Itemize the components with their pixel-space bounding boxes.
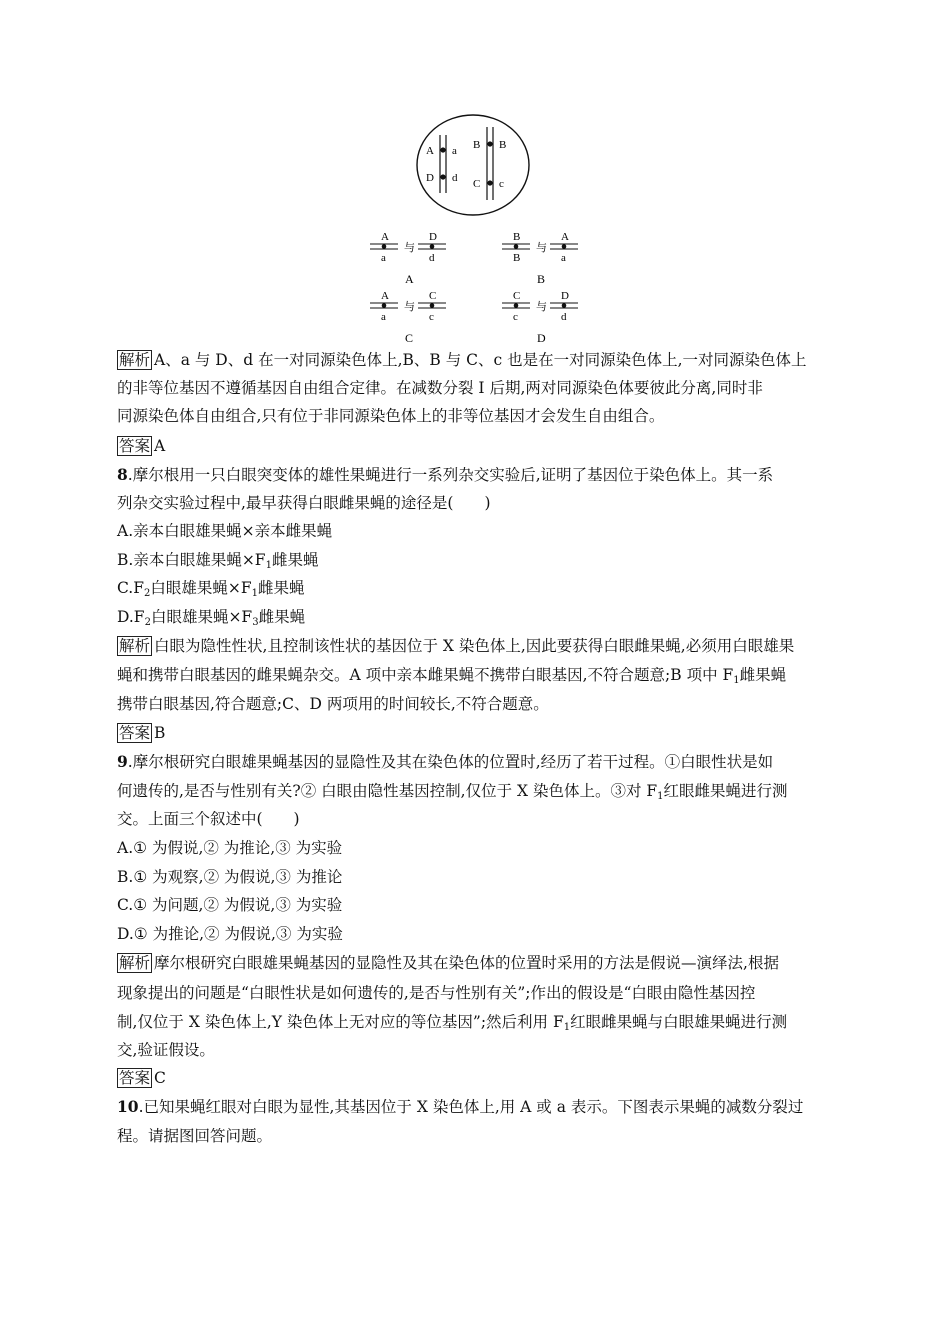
option-diagram-a (370, 231, 446, 286)
svg-text:C: C (513, 290, 521, 302)
analysis-tag: 解析 (119, 351, 151, 369)
gene-label: d (452, 172, 458, 184)
q8-analysis-line: 携带白眼基因,符合题意;C、D 两项用的时间较长,不符合题意。 (117, 695, 549, 713)
q9-analysis-line: 交,验证假设。 (117, 1041, 215, 1059)
option-diagram-label: B (537, 272, 546, 286)
gene-label: a (452, 145, 457, 157)
svg-text:与: 与 (536, 301, 547, 313)
q10-stem: 10.已知果蝇红眼对白眼为显性,其基因位于 X 染色体上,用 A 或 a 表示。下图表示果蝇的减数分裂过 (117, 1097, 804, 1116)
svg-text:B: B (513, 252, 521, 264)
q8-analysis-line: 蝇和携带白眼基因的雌果蝇杂交。A 项中亲本雌果蝇不携带白眼基因,不符合题意;B 项中 $F_1$雌果蝇 (117, 666, 787, 686)
svg-text:A: A (561, 231, 569, 243)
svg-text:D: D (429, 231, 437, 243)
question-number: 10 (117, 1097, 139, 1116)
svg-text:a: a (381, 252, 386, 264)
svg-text:c: c (513, 311, 518, 323)
gene-label: B (473, 139, 481, 151)
svg-text:a: a (561, 252, 566, 264)
option-diagram-d (502, 290, 578, 345)
q9-option-d: D.① 为推论,② 为假说,③ 为实验 (117, 925, 343, 943)
gene-label: C (473, 178, 481, 190)
q8-option-b: B.亲本白眼雄果蝇$\times F_1$雌果蝇 (117, 551, 319, 571)
svg-text:a: a (381, 311, 386, 323)
q7-analysis-line: 的非等位基因不遵循基因自由组合定律。在减数分裂 Ⅰ 后期,两对同源染色体要彼此分离,同时非 (117, 379, 763, 397)
question-number: 9 (117, 752, 128, 771)
cell-diagram (417, 115, 529, 215)
gene-label: c (499, 178, 504, 190)
q9-analysis-line: 现象提出的问题是“白眼性状是如何遗传的,是否与性别有关”;作出的假设是“白眼由隐性基因控 (117, 984, 756, 1002)
q10-stem: 程。请据图回答问题。 (117, 1127, 273, 1145)
svg-text:与: 与 (404, 301, 415, 313)
q9-stem: 何遗传的,是否与性别有关?② 白眼由隐性基因控制,仅位于 X 染色体上。③对 $F_1$红眼雌果蝇进行测 (117, 782, 788, 802)
q9-analysis-line: 制,仅位于 X 染色体上,Y 染色体上无对应的等位基因”;然后利用 $F_1$红眼雌果蝇与白眼雄果蝇进行测 (117, 1013, 788, 1033)
svg-text:A: A (381, 231, 389, 243)
q9-option-c: C.① 为问题,② 为假说,③ 为实验 (117, 896, 343, 914)
q8-stem: 8.摩尔根用一只白眼突变体的雄性果蝇进行一系列杂交实验后,证明了基因位于染色体上。其一系 (117, 465, 774, 484)
svg-text:B: B (513, 231, 521, 243)
option-diagram-label: D (537, 331, 546, 345)
svg-text:A: A (381, 290, 389, 302)
q9-option-b: B.① 为观察,② 为假说,③ 为推论 (117, 868, 343, 886)
q9-analysis-line: 解析 摩尔根研究白眼雄果蝇基因的显隐性及其在染色体的位置时采用的方法是假说—演绎法,根据 (119, 954, 779, 972)
q8-stem: 列杂交实验过程中,最早获得白眼雌果蝇的途径是( ) (117, 494, 491, 512)
q7-analysis-line: 解析 A、a 与 D、d 在一对同源染色体上,B、B 与 C、c 也是在一对同源染色体上,一对同源染色体上 (119, 351, 807, 369)
option-diagram-label: A (405, 272, 414, 286)
svg-text:D: D (561, 290, 569, 302)
gene-label: D (426, 172, 434, 184)
cell-outline (417, 115, 529, 215)
q9-stem: 交。上面三个叙述中( ) (117, 810, 300, 828)
q8-option-a: A.亲本白眼雄果蝇×亲本雌果蝇 (117, 522, 333, 540)
option-diagram-label: C (405, 331, 414, 345)
analysis-tag: 解析 (119, 954, 151, 972)
q9-option-a: A.① 为假说,② 为推论,③ 为实验 (117, 839, 343, 857)
svg-text:d: d (561, 311, 567, 323)
q7-analysis-line: 同源染色体自由组合,只有位于非同源染色体上的非等位基因才会发生自由组合。 (117, 407, 665, 425)
q8-option-d: $D.F_2$白眼雄果蝇$\times F_3$雌果蝇 (117, 608, 306, 628)
q9-stem: 9.摩尔根研究白眼雄果蝇基因的显隐性及其在染色体的位置时,经历了若干过程。①白眼性状是如 (117, 752, 774, 771)
svg-text:与: 与 (404, 242, 415, 254)
option-diagram-b (502, 231, 578, 286)
svg-text:c: c (429, 311, 434, 323)
gene-label: B (499, 139, 507, 151)
answer-tag: 答案 (119, 437, 151, 455)
gene-label: A (426, 145, 434, 157)
q8-answer: 答案 B (119, 724, 166, 742)
svg-text:与: 与 (536, 242, 547, 254)
q8-option-c: $C.F_2$白眼雄果蝇$\times F_1$雌果蝇 (117, 579, 305, 599)
q9-answer: 答案 C (119, 1069, 166, 1087)
answer-tag: 答案 (119, 724, 151, 742)
option-diagram-c (370, 290, 446, 345)
svg-text:d: d (429, 252, 435, 264)
svg-text:C: C (429, 290, 437, 302)
q7-answer: 答案 A (119, 437, 166, 455)
answer-tag: 答案 (119, 1069, 151, 1087)
q8-analysis-line: 解析 白眼为隐性性状,且控制该性状的基因位于 X 染色体上,因此要获得白眼雌果蝇,必须用白眼雄果 (119, 637, 795, 655)
analysis-tag: 解析 (119, 637, 151, 655)
chromosome-figure (0, 0, 950, 350)
question-number: 8 (117, 465, 128, 484)
